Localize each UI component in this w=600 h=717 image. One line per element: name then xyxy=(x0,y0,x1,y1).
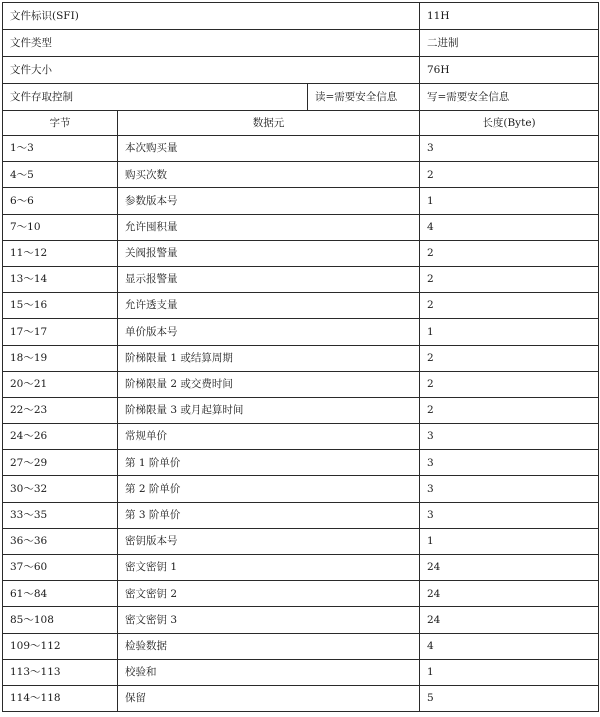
sfi-label: 文件标识(SFI) xyxy=(3,3,420,30)
byte-range-cell: 7～10 xyxy=(3,214,118,240)
length-cell: 5 xyxy=(420,685,599,711)
length-cell: 4 xyxy=(420,633,599,659)
data-element-cell: 第 1 阶单价 xyxy=(118,450,420,476)
byte-range-cell: 30～32 xyxy=(3,476,118,502)
file-type-value: 二进制 xyxy=(420,30,599,57)
table-row xyxy=(3,685,599,711)
table-row xyxy=(3,214,599,240)
byte-range-cell: 61～84 xyxy=(3,581,118,607)
data-element-cell: 阶梯限量 3 或月起算时间 xyxy=(118,397,420,423)
byte-range-cell: 15～16 xyxy=(3,293,118,319)
table-row xyxy=(3,319,599,345)
access-control-label: 文件存取控制 xyxy=(3,84,308,111)
data-element-cell: 参数版本号 xyxy=(118,188,420,214)
data-element-cell: 密钥版本号 xyxy=(118,528,420,554)
column-header-bytes: 字节 xyxy=(3,111,118,136)
length-cell: 2 xyxy=(420,293,599,319)
table-row xyxy=(3,162,599,188)
write-access-value: 写=需要安全信息 xyxy=(420,84,599,111)
byte-range-cell: 27～29 xyxy=(3,450,118,476)
length-cell: 1 xyxy=(420,319,599,345)
table-row xyxy=(3,581,599,607)
length-cell: 2 xyxy=(420,345,599,371)
table-row xyxy=(3,659,599,685)
column-header-row xyxy=(3,111,599,136)
length-cell: 2 xyxy=(420,240,599,266)
length-cell: 2 xyxy=(420,162,599,188)
byte-range-cell: 85～108 xyxy=(3,607,118,633)
file-size-value: 76H xyxy=(420,57,599,84)
table-row xyxy=(3,188,599,214)
data-element-cell: 显示报警量 xyxy=(118,266,420,292)
table-row xyxy=(3,476,599,502)
length-cell: 3 xyxy=(420,502,599,528)
file-type-label: 文件类型 xyxy=(3,30,420,57)
byte-range-cell: 36～36 xyxy=(3,528,118,554)
data-element-cell: 第 3 阶单价 xyxy=(118,502,420,528)
table-row xyxy=(3,555,599,581)
data-element-cell: 允许囤积量 xyxy=(118,214,420,240)
sfi-value: 11H xyxy=(420,3,599,30)
table-row xyxy=(3,502,599,528)
length-cell: 3 xyxy=(420,424,599,450)
data-element-cell: 密文密钥 2 xyxy=(118,581,420,607)
read-access-value: 读=需要安全信息 xyxy=(308,84,420,111)
byte-range-cell: 17～17 xyxy=(3,319,118,345)
byte-range-cell: 1～3 xyxy=(3,136,118,162)
length-cell: 24 xyxy=(420,581,599,607)
sfi-row xyxy=(3,3,599,30)
data-element-cell: 单价版本号 xyxy=(118,319,420,345)
length-cell: 3 xyxy=(420,450,599,476)
byte-range-cell: 4～5 xyxy=(3,162,118,188)
table-row xyxy=(3,397,599,423)
byte-range-cell: 20～21 xyxy=(3,371,118,397)
length-cell: 3 xyxy=(420,476,599,502)
length-cell: 2 xyxy=(420,266,599,292)
table-row xyxy=(3,293,599,319)
table-row xyxy=(3,266,599,292)
file-type-row xyxy=(3,30,599,57)
data-element-cell: 允许透支量 xyxy=(118,293,420,319)
file-spec-body xyxy=(3,3,599,712)
byte-range-cell: 18～19 xyxy=(3,345,118,371)
table-row xyxy=(3,633,599,659)
data-element-cell: 关阀报警量 xyxy=(118,240,420,266)
data-element-cell: 第 2 阶单价 xyxy=(118,476,420,502)
length-cell: 1 xyxy=(420,188,599,214)
byte-range-cell: 114～118 xyxy=(3,685,118,711)
length-cell: 1 xyxy=(420,528,599,554)
column-header-element: 数据元 xyxy=(118,111,420,136)
table-row xyxy=(3,450,599,476)
table-row xyxy=(3,424,599,450)
table-row xyxy=(3,240,599,266)
byte-range-cell: 109～112 xyxy=(3,633,118,659)
table-row xyxy=(3,371,599,397)
table-row xyxy=(3,136,599,162)
file-spec-table xyxy=(2,2,599,712)
byte-range-cell: 6～6 xyxy=(3,188,118,214)
byte-range-cell: 24～26 xyxy=(3,424,118,450)
table-row xyxy=(3,607,599,633)
table-row xyxy=(3,528,599,554)
data-element-cell: 阶梯限量 2 或交费时间 xyxy=(118,371,420,397)
data-element-cell: 阶梯限量 1 或结算周期 xyxy=(118,345,420,371)
data-element-cell: 购买次数 xyxy=(118,162,420,188)
length-cell: 24 xyxy=(420,607,599,633)
data-element-cell: 密文密钥 3 xyxy=(118,607,420,633)
length-cell: 2 xyxy=(420,371,599,397)
access-control-row xyxy=(3,84,599,111)
data-element-cell: 本次购买量 xyxy=(118,136,420,162)
table-row xyxy=(3,345,599,371)
data-element-cell: 保留 xyxy=(118,685,420,711)
data-element-cell: 常规单价 xyxy=(118,424,420,450)
byte-range-cell: 113～113 xyxy=(3,659,118,685)
length-cell: 24 xyxy=(420,555,599,581)
file-size-label: 文件大小 xyxy=(3,57,420,84)
byte-range-cell: 37～60 xyxy=(3,555,118,581)
byte-range-cell: 11～12 xyxy=(3,240,118,266)
length-cell: 2 xyxy=(420,397,599,423)
byte-range-cell: 13～14 xyxy=(3,266,118,292)
data-element-cell: 检验数据 xyxy=(118,633,420,659)
byte-range-cell: 33～35 xyxy=(3,502,118,528)
data-element-cell: 密文密钥 1 xyxy=(118,555,420,581)
length-cell: 3 xyxy=(420,136,599,162)
byte-range-cell: 22～23 xyxy=(3,397,118,423)
length-cell: 1 xyxy=(420,659,599,685)
file-size-row xyxy=(3,57,599,84)
length-cell: 4 xyxy=(420,214,599,240)
column-header-length: 长度(Byte) xyxy=(420,111,599,136)
data-element-cell: 校验和 xyxy=(118,659,420,685)
